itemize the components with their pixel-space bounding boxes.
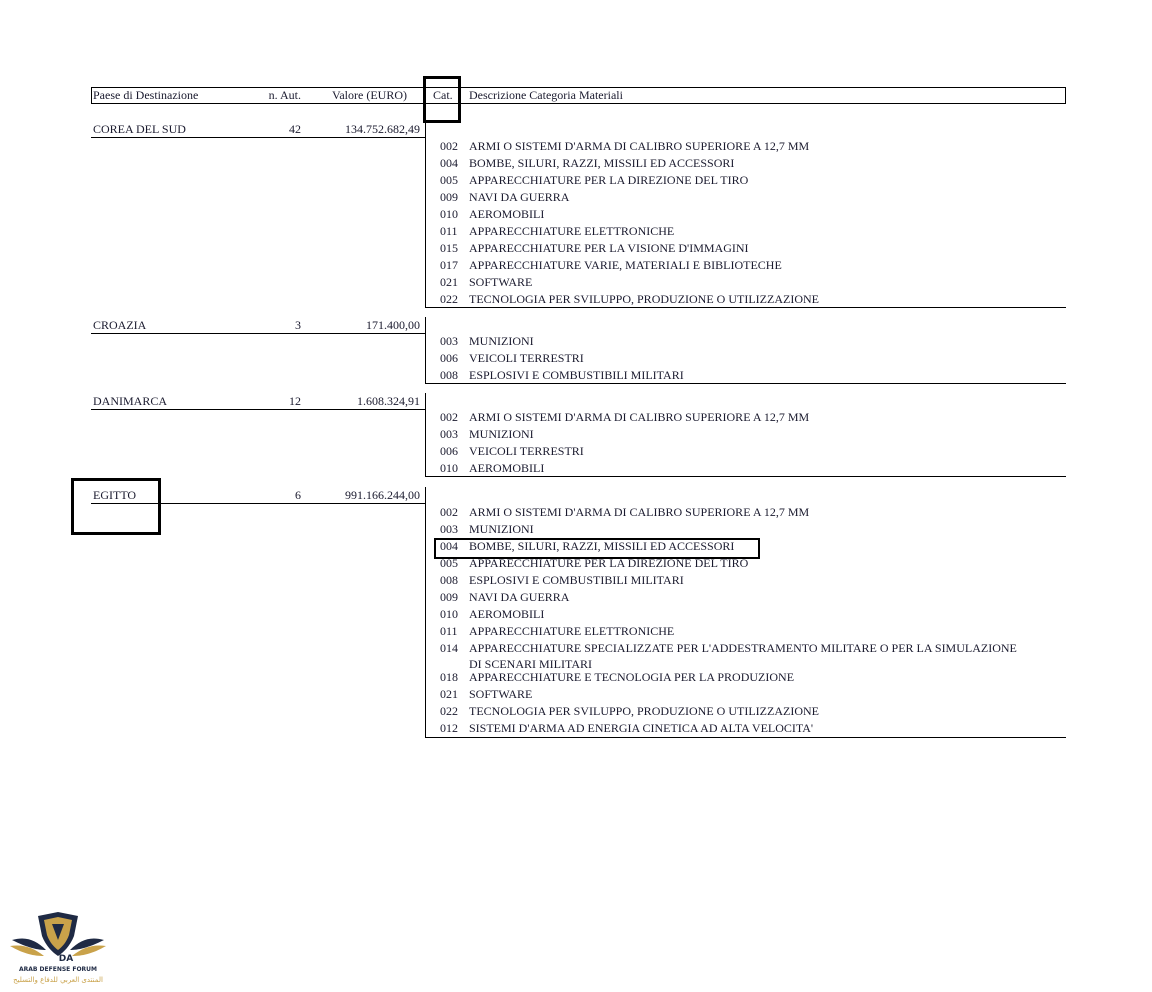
list-item: 011 APPARECCHIATURE ELETTRONICHE: [440, 624, 675, 638]
list-item: 002 ARMI O SISTEMI D'ARMA DI CALIBRO SUPERIORE A 12,7 MM: [440, 139, 810, 153]
n-aut: 6: [295, 488, 301, 502]
list-item: 010 AEROMOBILI: [440, 207, 545, 221]
list-item: 006 VEICOLI TERRESTRI: [440, 351, 584, 365]
list-item: 002 ARMI O SISTEMI D'ARMA DI CALIBRO SUPERIORE A 12,7 MM: [440, 505, 810, 519]
list-item: 014 APPARECCHIATURE SPECIALIZZATE PER L'ADDESTRAMENTO MILITARE O PER LA SIMULAZIONE: [440, 641, 1017, 655]
header-country: Paese di Destinazione: [93, 88, 199, 102]
country-name: COREA DEL SUD: [93, 122, 186, 136]
list-item: 002 ARMI O SISTEMI D'ARMA DI CALIBRO SUPERIORE A 12,7 MM: [440, 410, 810, 424]
country-name: CROAZIA: [93, 318, 147, 332]
list-item: 004 BOMBE, SILURI, RAZZI, MISSILI ED ACCESSORI: [440, 539, 735, 553]
arab-defense-forum-logo: [8, 910, 108, 992]
column-divider: [425, 121, 426, 308]
list-item: 021 SOFTWARE: [440, 275, 533, 289]
row-divider: [91, 137, 426, 138]
country-name: DANIMARCA: [93, 394, 168, 408]
column-divider: [425, 487, 426, 738]
list-item: 009 NAVI DA GUERRA: [440, 190, 570, 204]
highlight-item-004: [434, 538, 760, 559]
highlight-egitto: [71, 478, 161, 535]
list-item: 006 VEICOLI TERRESTRI: [440, 444, 584, 458]
header-cat: Cat.: [433, 88, 453, 102]
logo-subtitle: المنتدى العربي للدفاع والتسليح: [13, 976, 103, 984]
list-item: 012 SISTEMI D'ARMA AD ENERGIA CINETICA AD ALTA VELOCITA': [440, 721, 814, 735]
list-item: 003 MUNIZIONI: [440, 427, 534, 441]
list-item: 009 NAVI DA GUERRA: [440, 590, 570, 604]
list-item: 005 APPARECCHIATURE PER LA DIREZIONE DEL TIRO: [440, 556, 749, 570]
value: 171.400,00: [366, 318, 420, 332]
header-description: Descrizione Categoria Materiali: [469, 88, 623, 102]
list-item: 018 APPARECCHIATURE E TECNOLOGIA PER LA PRODUZIONE: [440, 670, 795, 684]
list-item: 003 MUNIZIONI: [440, 334, 534, 348]
n-aut: 3: [295, 318, 301, 332]
row-divider: [425, 737, 1066, 738]
n-aut: 42: [289, 122, 301, 136]
value: 1.608.324,91: [357, 394, 420, 408]
list-item: 022 TECNOLOGIA PER SVILUPPO, PRODUZIONE O UTILIZZAZIONE: [440, 292, 819, 306]
country-name: EGITTO: [93, 488, 137, 502]
row-divider: [91, 333, 426, 334]
list-item: 010 AEROMOBILI: [440, 607, 545, 621]
list-item: 010 AEROMOBILI: [440, 461, 545, 475]
list-item: 008 ESPLOSIVI E COMBUSTIBILI MILITARI: [440, 573, 684, 587]
logo-title: ARAB DEFENSE FORUM: [18, 966, 98, 973]
list-item: 015 APPARECCHIATURE PER LA VISIONE D'IMMAGINI: [440, 241, 749, 255]
list-item: 021 SOFTWARE: [440, 687, 533, 701]
header-n-aut: n. Aut.: [268, 88, 301, 102]
n-aut: 12: [289, 394, 301, 408]
list-item: 017 APPARECCHIATURE VARIE, MATERIALI E BIBLIOTECHE: [440, 258, 782, 272]
highlight-cat-header: [423, 76, 461, 123]
header-value: Valore (EURO): [332, 88, 407, 102]
value: 134.752.682,49: [345, 122, 420, 136]
value: 991.166.244,00: [345, 488, 420, 502]
list-item-continuation: DI SCENARI MILITARI: [469, 657, 593, 671]
list-item: 008 ESPLOSIVI E COMBUSTIBILI MILITARI: [440, 368, 684, 382]
list-item: 004 BOMBE, SILURI, RAZZI, MISSILI ED ACCESSORI: [440, 156, 735, 170]
column-divider: [425, 393, 426, 477]
column-divider: [425, 317, 426, 384]
list-item: 003 MUNIZIONI: [440, 522, 534, 536]
list-item: 022 TECNOLOGIA PER SVILUPPO, PRODUZIONE O UTILIZZAZIONE: [440, 704, 819, 718]
list-item: 005 APPARECCHIATURE PER LA DIREZIONE DEL TIRO: [440, 173, 749, 187]
list-item: 011 APPARECCHIATURE ELETTRONICHE: [440, 224, 675, 238]
logo-mark: DA: [58, 954, 74, 964]
row-divider: [91, 409, 426, 410]
